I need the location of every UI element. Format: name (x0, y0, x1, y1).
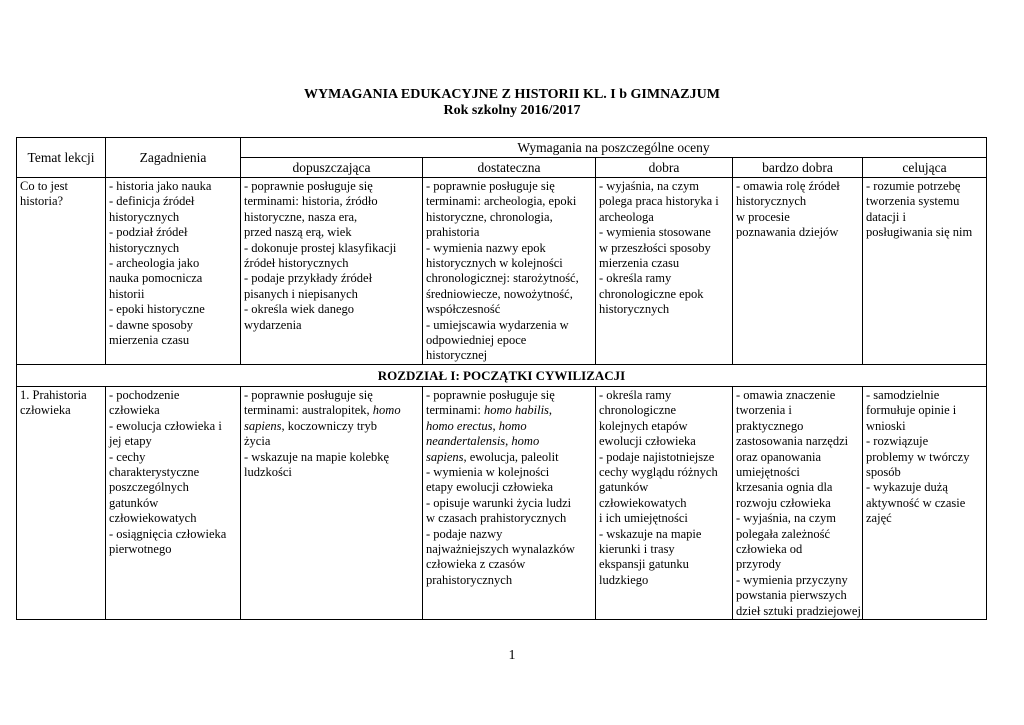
cell-line: - pochodzenie (109, 387, 180, 402)
cell-line: umiejętności (736, 464, 800, 479)
cell-line: ludzkości (244, 464, 292, 479)
cell-line: współczesność (426, 302, 501, 317)
cell-line: ewolucji człowieka (599, 434, 696, 449)
cell-grade-dobra (596, 178, 733, 365)
cell-line: poznawania dziejów (736, 225, 839, 240)
cell-line: odpowiedniej epoce (426, 333, 527, 348)
cell-line: człowiekowatych (599, 495, 687, 510)
cell-line: wnioski (866, 418, 906, 433)
cell-line: historycznych (109, 240, 180, 255)
cell-line: krzesania ognia dla (736, 480, 833, 495)
cell-line: ekspansji gatunku (599, 557, 689, 572)
cell-line: tworzenia systemu (866, 194, 960, 209)
cell-line: - ewolucja człowieka i (109, 418, 222, 433)
school-year: Rok szkolny 2016/2017 (443, 103, 581, 118)
cell-line: człowiekowatych (109, 511, 197, 526)
cell-line: pierwotnego (109, 541, 172, 556)
cell-line: polegała zależność (736, 526, 831, 541)
cell-line: 1. Prahistoria (20, 387, 87, 402)
cell-line: pisanych i niepisanych (244, 286, 358, 301)
cell-line: polega praca historyka i (599, 194, 719, 209)
cell-line: Co to jest (20, 179, 68, 193)
cell-line: historia? (20, 194, 64, 209)
cell-line: historycznych (599, 302, 670, 317)
header-grade-celujaca: celująca (863, 158, 987, 178)
cell-line: - podaje nazwy (426, 526, 503, 541)
cell-line: prahistorycznych (426, 572, 513, 587)
cell-line: poszczególnych (109, 480, 189, 495)
cell-line: - podaje przykłady źródeł (244, 271, 373, 286)
header-grade-dostateczna: dostateczna (423, 158, 596, 178)
cell-line: chronologicznej: starożytność, (426, 271, 579, 286)
cell-line: charakterystyczne (109, 464, 200, 479)
cell-line: - osiągnięcia człowieka (109, 526, 227, 541)
cell-line: - poprawnie posługuje się (244, 179, 373, 193)
section-title: ROZDZIAŁ I: POCZĄTKI CYWILIZACJI (17, 364, 987, 386)
cell-line: formułuje opinie i (866, 403, 957, 418)
cell-grade-bardzo-dobra (733, 178, 863, 365)
cell-line: dzieł sztuki pradziejowej (736, 603, 861, 618)
cell-line: terminami: archeologia, epoki (426, 194, 577, 209)
cell-line: - wyjaśnia, na czym (599, 179, 699, 193)
cell-line: - wskazuje na mapie (599, 526, 702, 541)
table-row-history-intro (17, 178, 987, 365)
cell-line: - epoki historyczne (109, 302, 205, 317)
cell-grade-dopuszczajaca (241, 178, 423, 365)
cell-line: datacji i (866, 209, 906, 224)
cell-line: gatunków (599, 480, 649, 495)
cell-line: źródeł historycznych (244, 256, 349, 271)
cell-issues (106, 386, 241, 619)
cell-line: - opisuje warunki życia ludzi (426, 495, 572, 510)
header-grade-bardzo-dobra: bardzo dobra (733, 158, 863, 178)
cell-line: wydarzenia (244, 317, 302, 332)
cell-line: terminami: historia, źródło (244, 194, 378, 209)
cell-topic (17, 178, 106, 365)
cell-line: człowieka z czasów (426, 557, 526, 572)
cell-line: historyczne, nasza era, (244, 209, 358, 224)
cell-line: chronologiczne (599, 403, 677, 418)
cell-line: rozwoju człowieka (736, 495, 831, 510)
cell-line: oraz opanowania (736, 449, 822, 464)
cell-line: w przeszłości sposoby (599, 240, 711, 255)
cell-line: cechy wyglądu różnych (599, 464, 718, 479)
cell-line: - poprawnie posługuje się (244, 387, 373, 402)
cell-line: jej etapy (109, 434, 152, 449)
cell-line: człowieka (20, 403, 71, 418)
cell-line: - dokonuje prostej klasyfikacji (244, 240, 397, 255)
cell-line: w procesie (736, 209, 790, 224)
table-row-prehistory (17, 386, 987, 619)
cell-line: nauka pomocnicza (109, 271, 203, 286)
cell-line: przyrody (736, 557, 782, 572)
header-requirements: Wymagania na poszczególne oceny (241, 138, 987, 158)
cell-line: tworzenia i (736, 403, 792, 418)
cell-line: kolejnych etapów (599, 418, 688, 433)
cell-line: - definicja źródeł (109, 194, 195, 209)
section-header-row (17, 364, 987, 386)
cell-issues (106, 178, 241, 365)
cell-line: średniowiecze, nowożytność, (426, 286, 573, 301)
requirements-table (16, 137, 987, 620)
cell-line: i ich umiejętności (599, 511, 688, 526)
cell-line: historii (109, 286, 145, 301)
cell-line: - określa ramy (599, 387, 672, 402)
cell-line: - określa ramy (599, 271, 672, 286)
header-issues: Zagadnienia (106, 138, 241, 178)
cell-line: posługiwania się nim (866, 225, 973, 240)
cell-line: zastosowania narzędzi (736, 434, 849, 449)
cell-line: - omawia rolę źródeł (736, 179, 840, 193)
cell-line: neandertalensis, homo (426, 434, 540, 449)
cell-line: historycznych (109, 209, 180, 224)
cell-line: sapiens, koczowniczy tryb (244, 418, 377, 433)
cell-line: historyczne, chronologia, (426, 209, 553, 224)
cell-line: mierzenia czasu (599, 256, 680, 271)
cell-line: sposób (866, 464, 901, 479)
cell-line: ludzkiego (599, 572, 649, 587)
cell-line: sapiens, ewolucja, paleolit (426, 449, 559, 464)
cell-line: - wykazuje dużą (866, 480, 948, 495)
cell-line: etapy ewolucji człowieka (426, 480, 554, 495)
cell-line: - podaje najistotniejsze (599, 449, 715, 464)
cell-line: - archeologia jako (109, 256, 200, 271)
cell-line: w czasach prahistorycznych (426, 511, 567, 526)
cell-grade-celujaca (863, 386, 987, 619)
cell-line: gatunków (109, 495, 159, 510)
page-number: 1 (508, 648, 516, 663)
cell-line: życia (244, 434, 271, 449)
cell-line: - wymienia w kolejności (426, 464, 550, 479)
cell-line: chronologiczne epok (599, 286, 704, 301)
cell-line: mierzenia czasu (109, 333, 190, 348)
cell-line: - wymienia przyczyny (736, 572, 848, 587)
header-topic: Temat lekcji (17, 138, 106, 178)
cell-line: - rozwiązuje (866, 434, 929, 449)
cell-line: - wyjaśnia, na czym (736, 511, 836, 526)
cell-line: - historia jako nauka (109, 179, 212, 193)
cell-line: zajęć (866, 511, 892, 526)
cell-line: archeologa (599, 209, 654, 224)
cell-line: - poprawnie posługuje się (426, 387, 555, 402)
cell-line: przed naszą erą, wiek (244, 225, 352, 240)
cell-line: człowieka (109, 403, 160, 418)
cell-line: - samodzielnie (866, 387, 940, 402)
cell-grade-celujaca (863, 178, 987, 365)
cell-line: - cechy (109, 449, 146, 464)
cell-line: historycznej (426, 348, 488, 363)
cell-line: praktycznego (736, 418, 804, 433)
cell-grade-dostateczna (423, 386, 596, 619)
cell-line: historycznych w kolejności (426, 256, 563, 271)
cell-line: - określa wiek danego (244, 302, 355, 317)
cell-line: powstania pierwszych (736, 588, 847, 603)
cell-line: - poprawnie posługuje się (426, 179, 555, 193)
cell-line: najważniejszych wynalazków (426, 541, 575, 556)
cell-line: - wskazuje na mapie kolebkę (244, 449, 390, 464)
cell-grade-dobra (596, 386, 733, 619)
cell-line: prahistoria (426, 225, 480, 240)
cell-line: - wymienia nazwy epok (426, 240, 546, 255)
cell-topic (17, 386, 106, 619)
document-header (0, 87, 1024, 119)
cell-line: kierunki i trasy (599, 541, 675, 556)
cell-line: - umiejscawia wydarzenia w (426, 317, 569, 332)
cell-line: - rozumie potrzebę (866, 179, 961, 193)
cell-line: historycznych (736, 194, 807, 209)
cell-line: homo erectus, homo (426, 418, 527, 433)
cell-grade-bardzo-dobra (733, 386, 863, 619)
header-grade-dobra: dobra (596, 158, 733, 178)
cell-line: aktywność w czasie (866, 495, 966, 510)
cell-line: terminami: australopitek, homo (244, 403, 401, 418)
cell-line: problemy w twórczy (866, 449, 970, 464)
cell-grade-dopuszczajaca (241, 386, 423, 619)
cell-line: człowieka od (736, 541, 803, 556)
header-grade-dopuszczajaca: dopuszczająca (241, 158, 423, 178)
cell-line: - omawia znaczenie (736, 387, 836, 402)
cell-line: - dawne sposoby (109, 317, 194, 332)
document-title: WYMAGANIA EDUKACYJNE Z HISTORII KL. I b GIMNAZJUM (304, 87, 720, 102)
cell-grade-dostateczna (423, 178, 596, 365)
cell-line: - wymienia stosowane (599, 225, 711, 240)
cell-line: - podział źródeł (109, 225, 188, 240)
cell-line: terminami: homo habilis, (426, 403, 553, 418)
